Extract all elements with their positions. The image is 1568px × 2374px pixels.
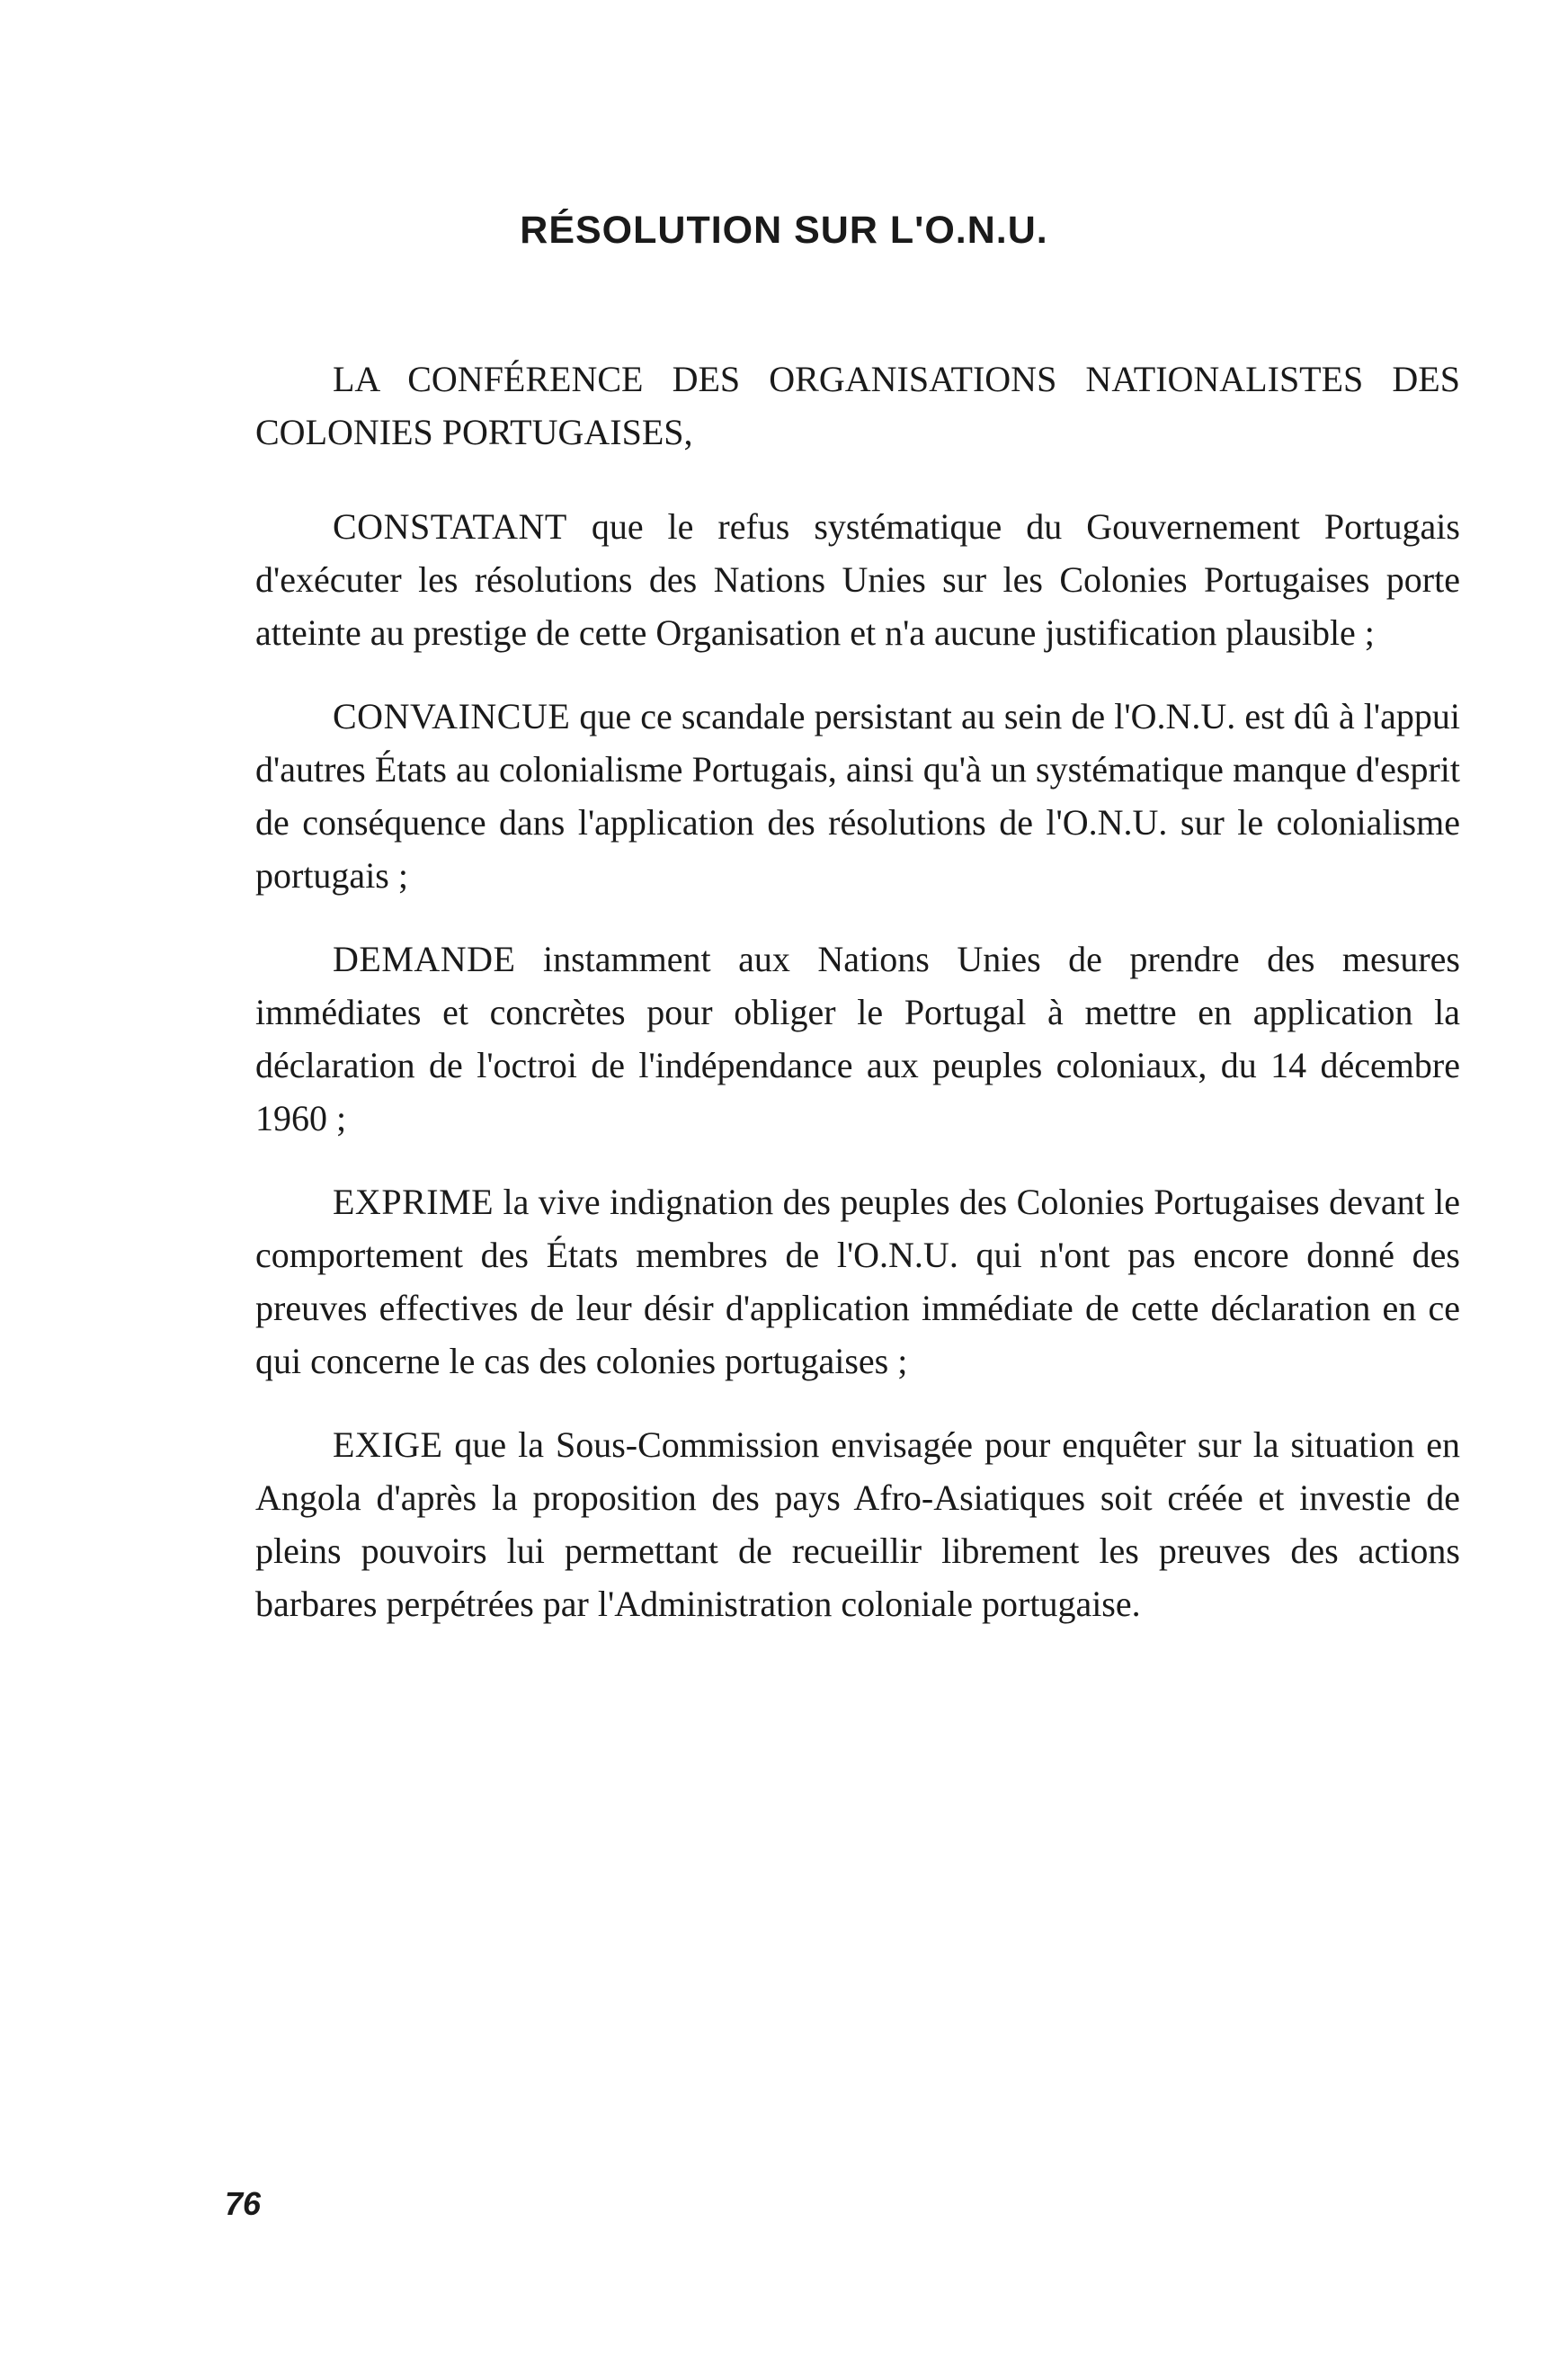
- paragraph-convaincue: [255, 690, 1460, 902]
- paragraph-exige: [255, 1418, 1460, 1630]
- paragraph-text: instamment aux Nations Unies de prendre des mesures immédiates et concrètes pour obliger le Portugal à mettre en application la déclaration de l'octroi de l'indépendance aux peuples coloniaux, du 14 décembre 1960 ;: [255, 939, 1460, 1138]
- paragraph-text: la vive indignation des peuples des Colonies Portugaises devant le comportement des États membres de l'O.N.U. qui n'ont pas encore donné des preuves effectives de leur désir d'application immédiate de cette déclaration en ce qui concerne le cas des colonies portugaises ;: [255, 1182, 1460, 1381]
- paragraph-demande: [255, 933, 1460, 1145]
- paragraph-text: que la Sous-Commission envisagée pour enquêter sur la situation en Angola d'après la proposition des pays Afro-Asiatiques soit créée et investie de pleins pouvoirs lui permettant de recueillir librement les preuves des actions barbares perpétrées par l'Administration coloniale portugaise.: [255, 1424, 1460, 1624]
- paragraph-verb: EXIGE: [333, 1424, 443, 1465]
- paragraph-verb: CONVAINCUE: [333, 696, 571, 736]
- paragraph-text: que ce scandale persistant au sein de l'O.N.U. est dû à l'appui d'autres États au colonialisme Portugais, ainsi qu'à un systématique manque d'esprit de conséquence dans l'application des résolutions de l'O.N.U. sur le colonialisme portugais ;: [255, 696, 1460, 896]
- resolution-body: [255, 353, 1460, 1661]
- paragraph-verb: EXPRIME: [333, 1182, 494, 1222]
- paragraph-exprime: [255, 1175, 1460, 1388]
- resolution-title: RÉSOLUTION SUR L'O.N.U.: [520, 209, 1048, 252]
- page-number: 76: [225, 2185, 262, 2222]
- paragraph-constatant: [255, 500, 1460, 659]
- conference-heading: LA CONFÉRENCE DES ORGANISATIONS NATIONALISTES DES COLONIES PORTUGAISES,: [255, 359, 1460, 452]
- paragraph-verb: CONSTATANT: [333, 506, 567, 547]
- paragraph-verb: DEMANDE: [333, 939, 516, 979]
- paragraph-text: que le refus systématique du Gouvernement Portugais d'exécuter les résolutions des Nations Unies sur les Colonies Portugaises porte atteinte au prestige de cette Organisation et n'a aucune justification plausible ;: [255, 506, 1460, 653]
